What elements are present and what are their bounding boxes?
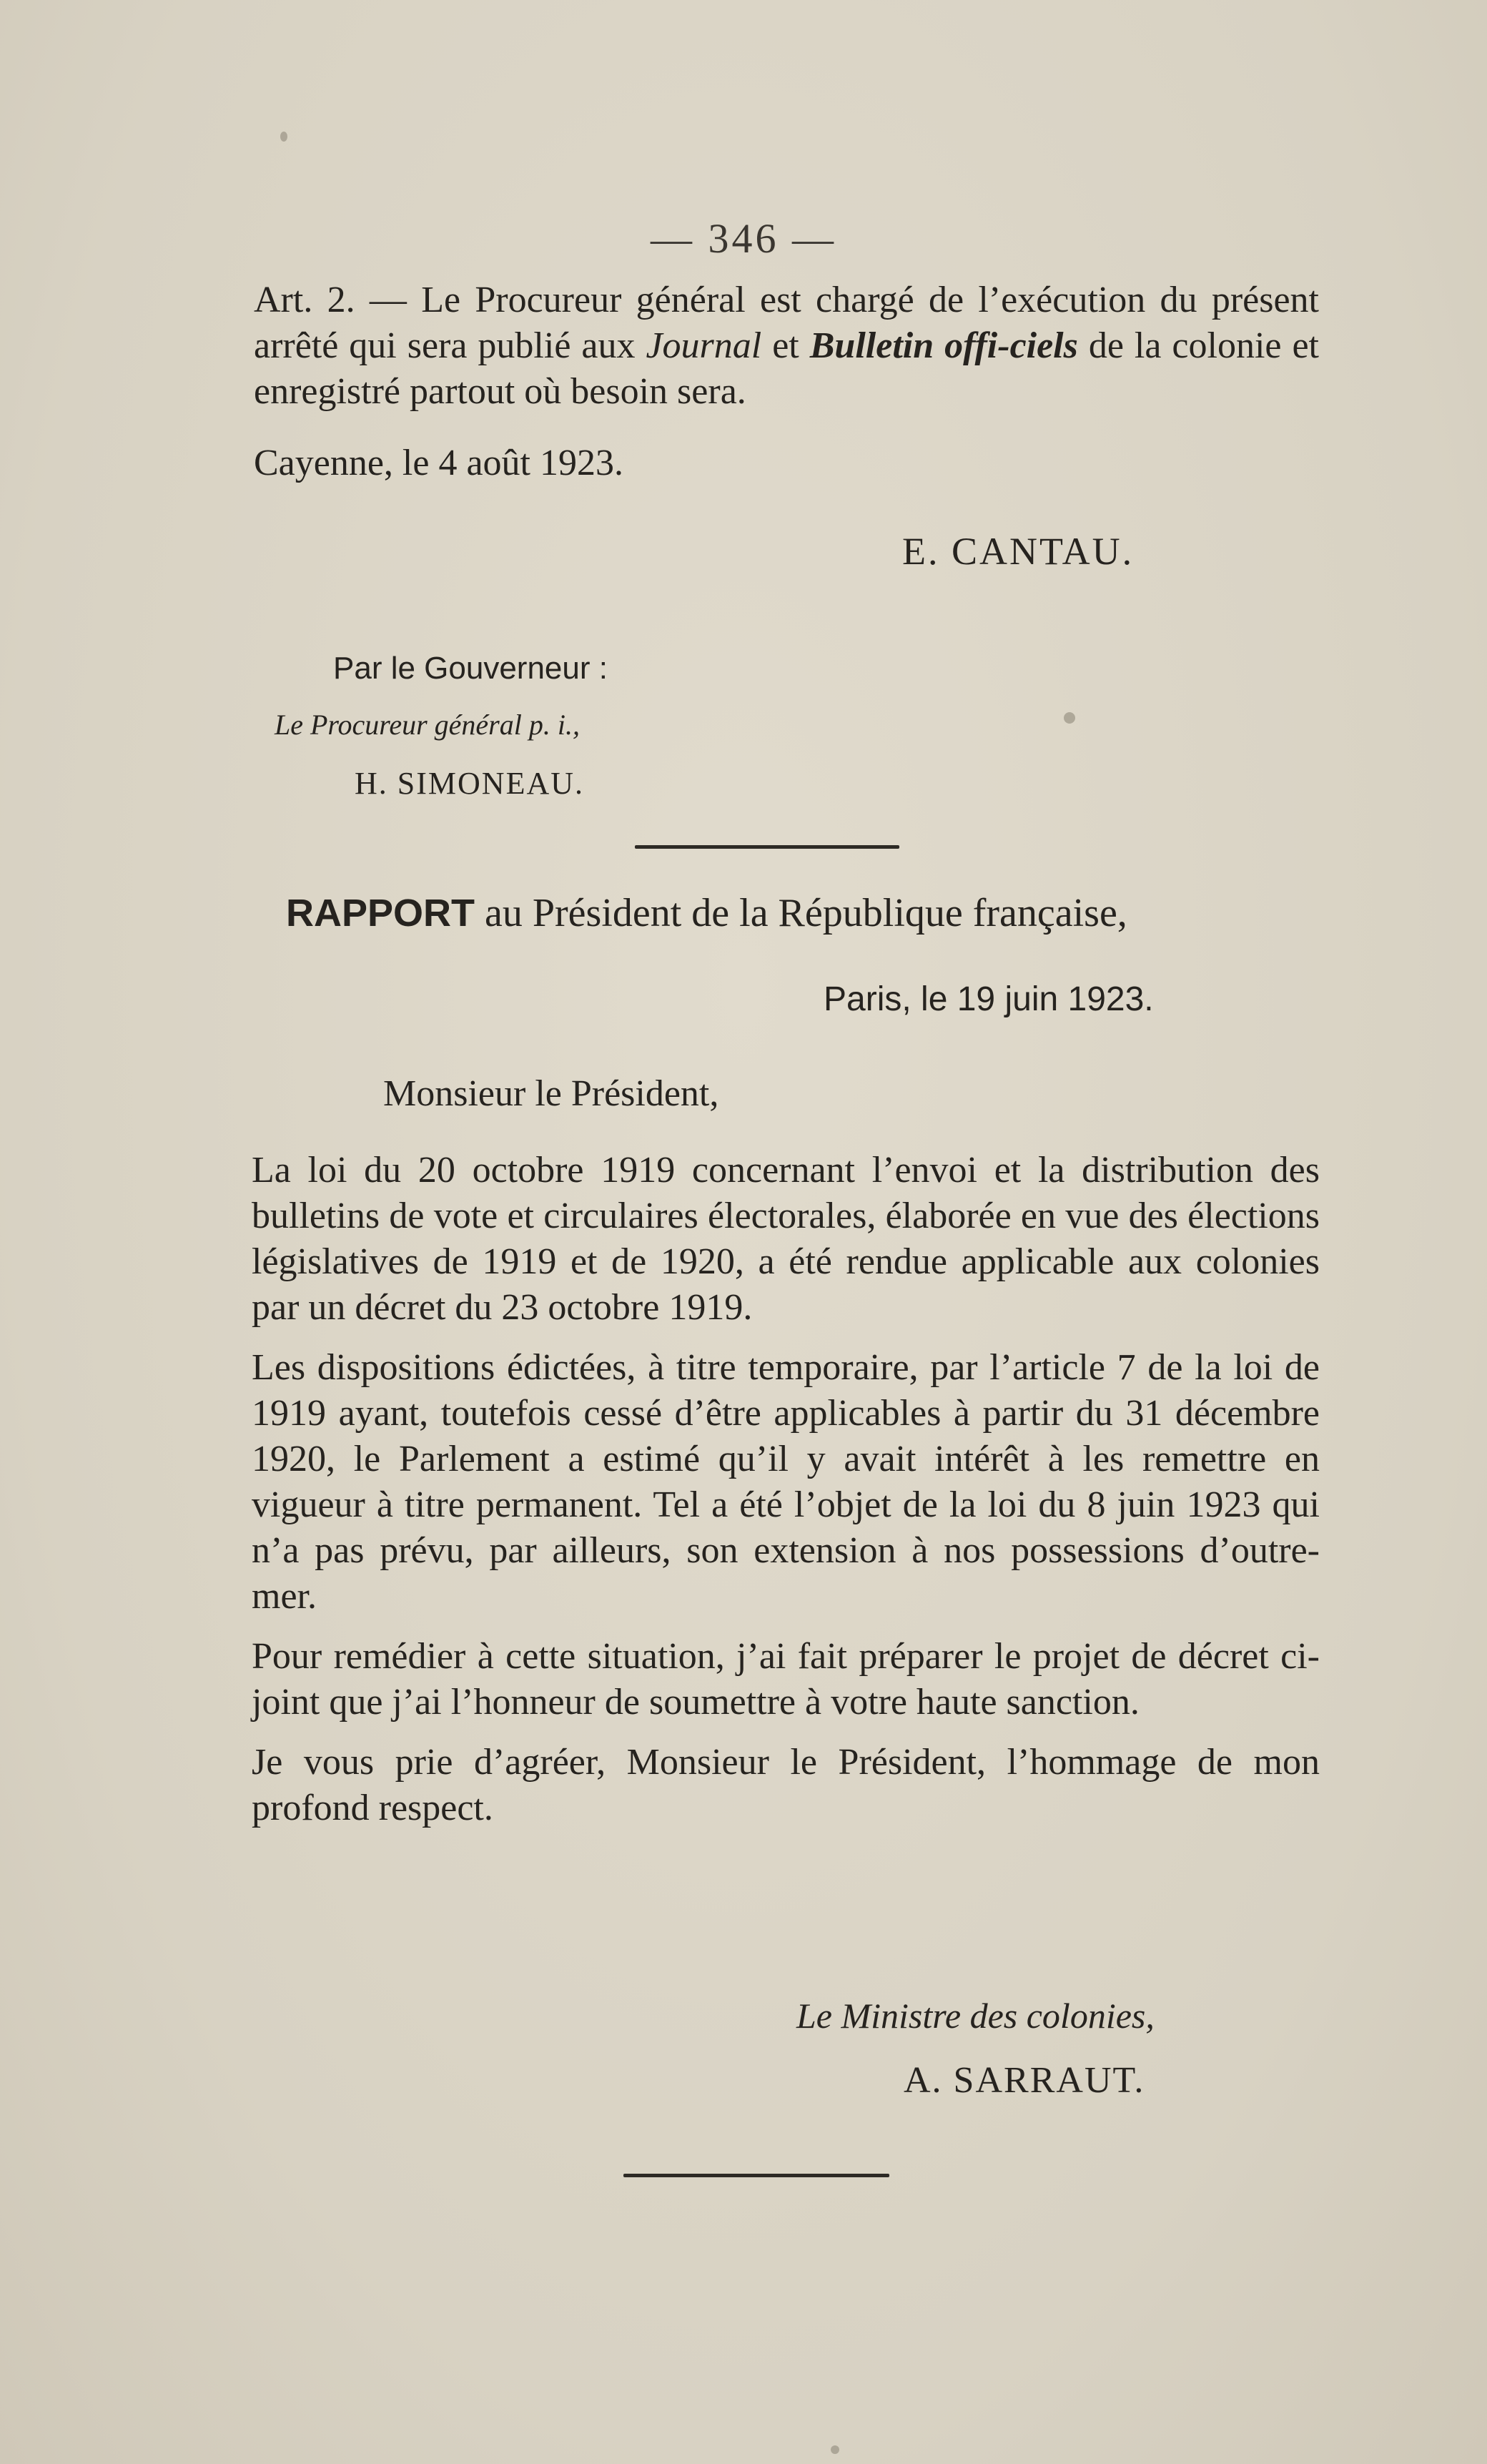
- minister-role: Le Ministre des colonies,: [796, 1996, 1155, 2036]
- section-divider: [635, 845, 899, 849]
- report-date: Paris, le 19 juin 1923.: [824, 980, 1154, 1018]
- dateline: Cayenne, le 4 août 1923.: [254, 443, 623, 483]
- paper-speck: [1064, 712, 1075, 724]
- report-title-strong: RAPPORT: [286, 892, 475, 935]
- report-paragraph-1: La loi du 20 octobre 1919 concernant l’envoi et la distribution des bulletins de vote et circulaires électorales, élaborée en vue des élections législatives de 1919 et de 1920, a été rendue applicable aux colonies par un décret du 23 octobre 1919.: [252, 1150, 1320, 1328]
- report-title-rest: au Président de la République française,: [475, 891, 1127, 935]
- salutation: Monsieur le Président,: [383, 1073, 719, 1114]
- report-paragraph-4: Je vous prie d’agréer, Monsieur le Président, l’hommage de mon profond respect.: [252, 1742, 1320, 1828]
- signatory: E. CANTAU.: [902, 530, 1135, 573]
- report-paragraph-2: Les dispositions édictées, à titre temporaire, par l’article 7 de la loi de 1919 ayant, toutefois cessé d’être applicables à partir du 31 décembre 1920, le Parlement a estimé qu’il y avait intérêt à les remettre en vigueur à titre permanent. Tel a été l’objet de la loi du 8 juin 1923 qui n’a pas prévu, par ailleurs, son extension à nos possessions d’outre-mer.: [252, 1347, 1320, 1617]
- minister-name: A. SARRAUT.: [904, 2060, 1145, 2101]
- page-number: — 346 —: [651, 215, 836, 262]
- journal-title: Journal: [646, 325, 762, 366]
- article-text-et: et: [761, 325, 810, 366]
- countersign-role: Le Procureur général p. i.,: [275, 709, 580, 741]
- article-paragraph: [254, 277, 1319, 415]
- paper-speck: [831, 2445, 839, 2454]
- closing-divider: [623, 2174, 889, 2177]
- bulletin-title: Bulletin offi-ciels: [809, 325, 1078, 366]
- report-body: [252, 1148, 1320, 1845]
- report-paragraph-3: Pour remédier à cette situation, j’ai fait préparer le projet de décret ci-joint que j’ai l’honneur de soumettre à votre haute sanction.: [252, 1636, 1320, 1723]
- article-text-prefix: Art. 2. — Le Procureur général est chargé de l’exécution du présent arrêté qui sera publié aux: [254, 280, 1319, 366]
- article-text-suffix: de la colonie et enregistré partout où besoin sera.: [254, 325, 1319, 412]
- countersign-name: H. SIMONEAU.: [355, 766, 584, 801]
- paper-speck: [280, 132, 287, 142]
- report-title: [286, 890, 1127, 936]
- countersign-label: Par le Gouverneur :: [333, 651, 608, 686]
